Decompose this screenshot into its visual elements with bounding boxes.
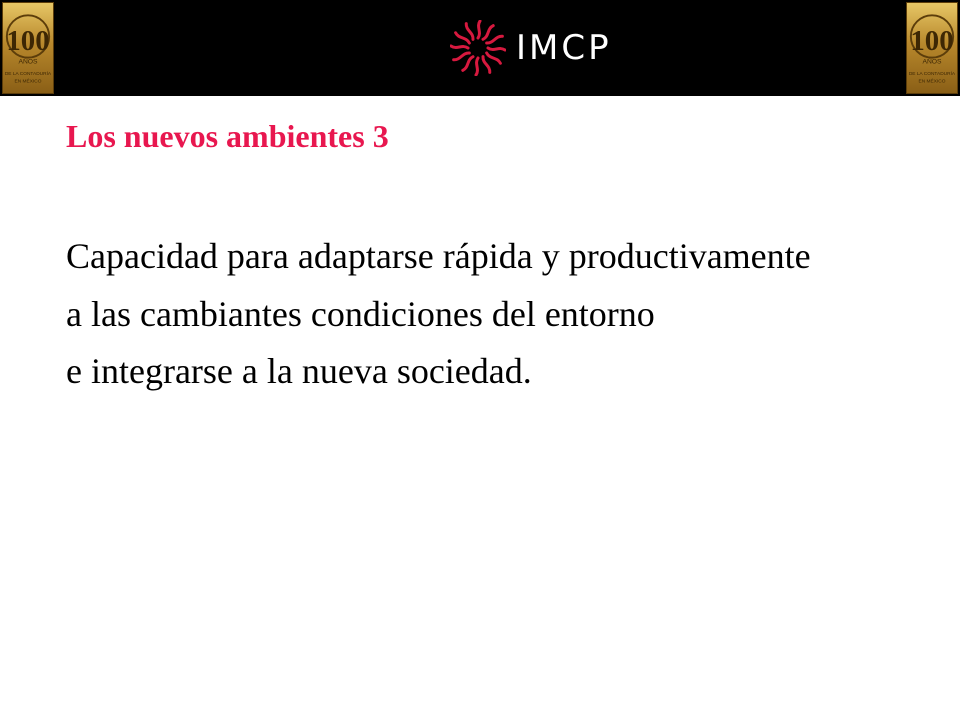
svg-text:DE LA CONTADURÍA: DE LA CONTADURÍA (4, 71, 52, 77)
body-paragraph: a las cambiantes condiciones del entorno (66, 293, 655, 334)
svg-text:EN MÉXICO: EN MÉXICO (14, 79, 42, 85)
brand-name: IMCP (516, 28, 612, 68)
svg-text:100: 100 (910, 24, 954, 57)
centennial-logo-icon (906, 2, 958, 94)
body-paragraph: Capacidad para adaptarse rápida y productivamente (66, 236, 811, 276)
svg-text:AÑOS: AÑOS (922, 58, 942, 66)
sun-icon (450, 20, 506, 76)
body-paragraph: e integrarse a la nueva sociedad. (66, 351, 532, 392)
slide-body (66, 236, 902, 409)
svg-text:DE LA CONTADURÍA: DE LA CONTADURÍA (908, 71, 956, 77)
header-band (0, 0, 960, 96)
svg-text:EN MÉXICO: EN MÉXICO (918, 79, 946, 85)
slide-title: Los nuevos ambientes 3 (66, 118, 389, 154)
centennial-logo-icon (2, 2, 54, 94)
svg-text:AÑOS: AÑOS (18, 58, 38, 66)
brand-logo (450, 20, 612, 76)
svg-text:100: 100 (6, 24, 50, 57)
